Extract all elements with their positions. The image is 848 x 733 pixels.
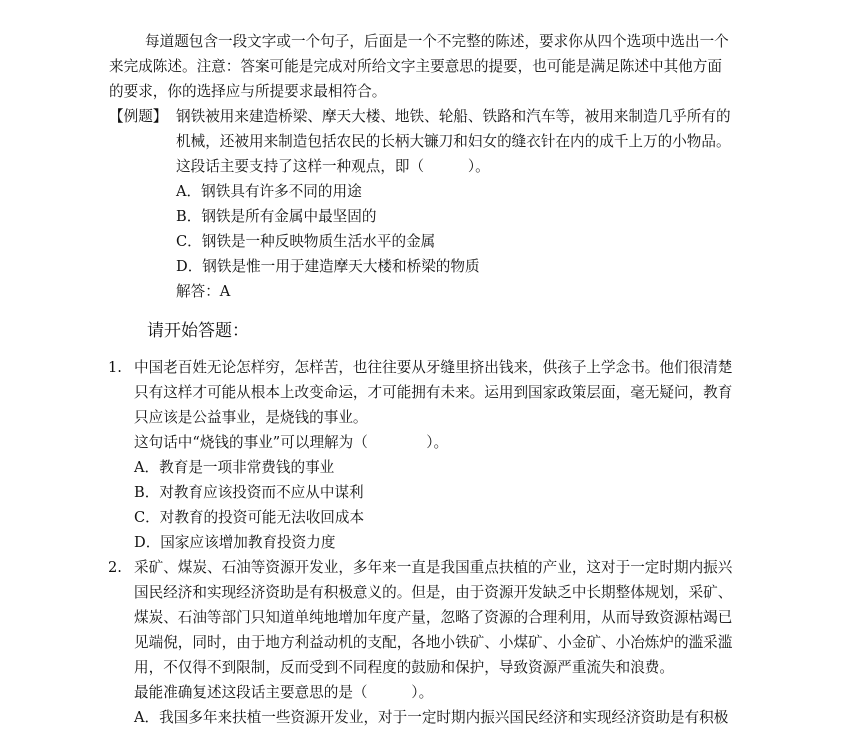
question-2-prompt: 最能准确复述这段话主要意思的是（ ）。 <box>134 684 434 701</box>
example-text-line-1: 钢铁被用来建造桥梁、摩天大楼、地铁、轮船、铁路和汽车等，被用来制造几乎所有的 <box>176 108 731 125</box>
question-2-line-4: 见端倪，同时，由于地方利益动机的支配，各地小铁矿、小煤矿、小金矿、小冶炼炉的滥采滥 <box>134 634 733 651</box>
question-1-option-c: C．对教育的投资可能无法收回成本 <box>134 509 365 526</box>
start-heading: 请开始答题： <box>147 321 249 341</box>
question-2-number: 2. <box>108 559 122 576</box>
question-2-option-a: A．我国多年来扶植一些资源开发业，对于一定时期内振兴国民经济和实现经济资助是有积极 <box>134 709 729 726</box>
intro-line-2: 来完成陈述。注意：答案可能是完成对所给文字主要意思的提要，也可能是满足陈述中其他方面 <box>109 58 722 75</box>
question-1-option-b: B．对教育应该投资而不应从中谋利 <box>134 484 364 501</box>
question-2-line-1: 采矿、煤炭、石油等资源开发业，多年来一直是我国重点扶植的产业，这对于一定时期内振兴 <box>134 559 733 576</box>
question-1-option-d: D．国家应该增加教育投资力度 <box>134 534 336 551</box>
question-1-line-1: 中国老百姓无论怎样穷，怎样苦，也往往要从牙缝里挤出钱来，供孩子上学念书。他们很清楚 <box>134 359 733 376</box>
example-option-b: B．钢铁是所有金属中最坚固的 <box>176 208 377 225</box>
question-1-number: 1. <box>108 359 122 376</box>
intro-line-3: 的要求，你的选择应与所提要求最相符合。 <box>109 83 387 100</box>
example-option-c: C．钢铁是一种反映物质生活水平的金属 <box>176 233 436 250</box>
question-1-prompt: 这句话中“烧钱的事业”可以理解为（ ）。 <box>134 434 449 451</box>
example-answer: 解答：A <box>176 283 231 300</box>
example-text-line-2: 机械，还被用来制造包括农民的长柄大镰刀和妇女的缝衣针在内的成千上万的小物品。 <box>176 133 731 150</box>
example-option-d: D．钢铁是惟一用于建造摩天大楼和桥梁的物质 <box>176 258 480 275</box>
question-2-line-3: 煤炭、石油等部门只知道单纯地增加年度产量，忽略了资源的合理利用，从而导致资源枯竭已 <box>134 609 733 626</box>
example-question: 这段话主要支持了这样一种观点，即（ ）。 <box>176 158 490 175</box>
example-option-a: A．钢铁具有许多不同的用途 <box>176 183 362 200</box>
question-1-line-2: 只有这样才可能从根本上改变命运，才可能拥有未来。运用到国家政策层面，毫无疑问，教育 <box>134 384 733 401</box>
question-2-line-2: 国民经济和实现经济资助是有积极意义的。但是，由于资源开发缺乏中长期整体规划，采矿、 <box>134 584 733 601</box>
example-tag: 【例题】 <box>109 108 168 125</box>
question-2-line-5: 用，不仅得不到限制，反而受到不同程度的鼓励和保护，导致资源严重流失和浪费。 <box>134 659 674 676</box>
question-1-line-3: 只应该是公益事业，是烧钱的事业。 <box>134 409 368 426</box>
intro-line-1: 每道题包含一段文字或一个句子，后面是一个不完整的陈述，要求你从四个选项中选出一个 <box>145 33 729 50</box>
question-1-option-a: A．教育是一项非常费钱的事业 <box>134 459 335 476</box>
